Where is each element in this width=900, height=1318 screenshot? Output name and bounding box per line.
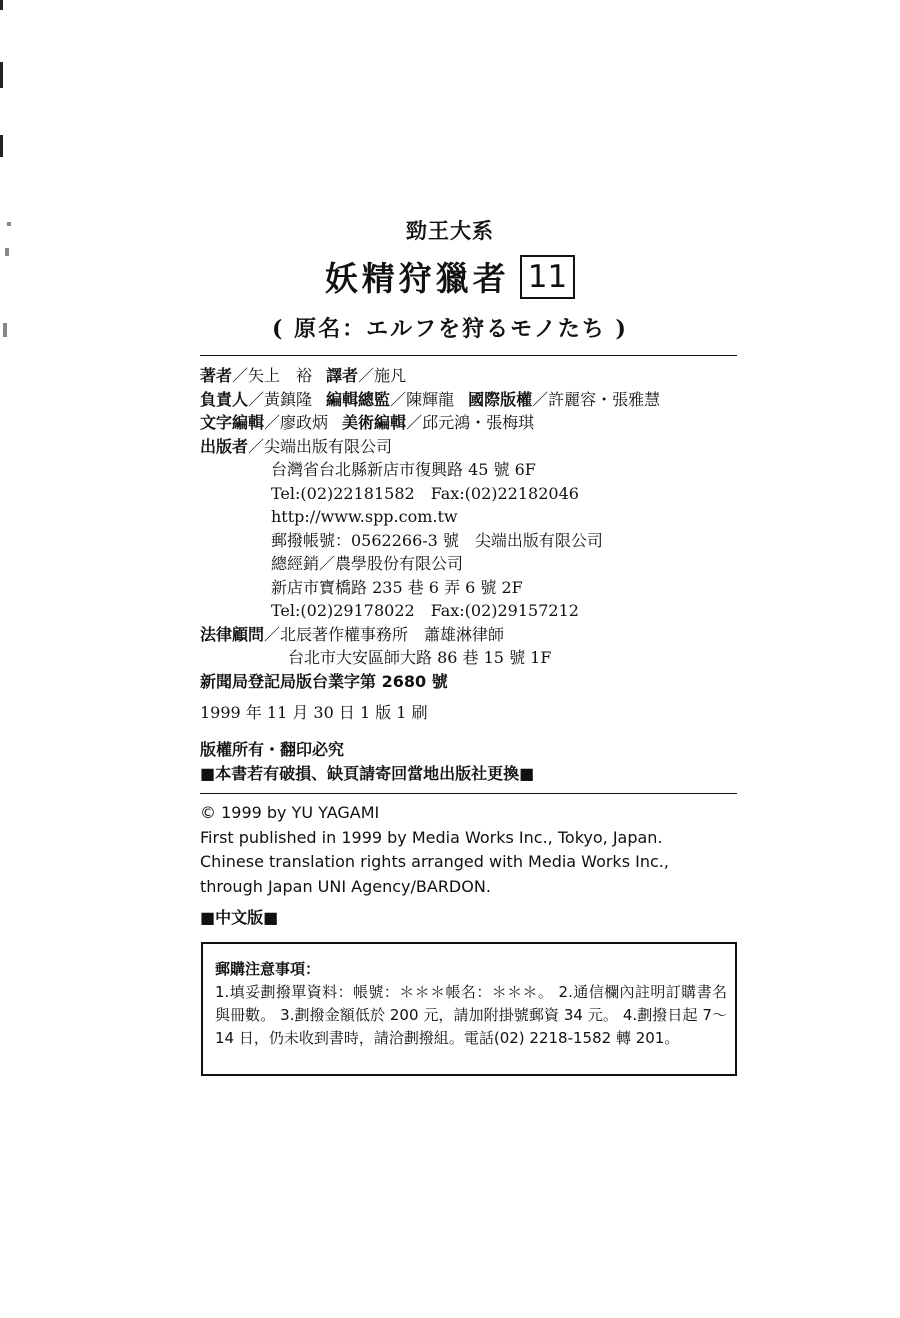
credit-row-publisher: 出版者／尖端出版有限公司 bbox=[200, 436, 393, 456]
translator-label: 譯者 bbox=[326, 366, 359, 385]
rights-notice bbox=[200, 738, 534, 786]
original-title: ( 原名：エルフを狩るモノたち ) bbox=[272, 316, 628, 342]
publisher-url: http://www.spp.com.tw bbox=[271, 507, 458, 526]
title-row bbox=[0, 253, 900, 300]
responsible-name: 黃鎮隆 bbox=[264, 389, 313, 409]
chief-editor-label: 編輯總監 bbox=[326, 389, 391, 409]
copyright-line: © 1999 by YU YAGAMI bbox=[200, 803, 380, 822]
mail-order-notice-box bbox=[201, 942, 737, 1076]
rights-line-2: ■本書若有破損、缺頁請寄回當地出版社更換■ bbox=[200, 764, 535, 783]
art-editor-names: 邱元鴻・張梅琪 bbox=[422, 413, 535, 432]
first-published-line: First published in 1999 by Media Works Inc., Tokyo, Japan. bbox=[200, 827, 663, 847]
english-copyright bbox=[200, 801, 669, 899]
credits-block bbox=[200, 364, 660, 693]
distributor: 總經銷／農學股份有限公司 bbox=[271, 554, 464, 573]
notice-heading: 郵購注意事項： bbox=[215, 960, 321, 978]
postal-account: 郵撥帳號：0562266-3 號 尖端出版有限公司 bbox=[271, 530, 603, 550]
registration-number: 新聞局登記局版台業字第 2680 號 bbox=[200, 671, 448, 691]
middle-divider bbox=[200, 793, 737, 794]
intl-rights-names: 許麗容・張雅慧 bbox=[548, 389, 661, 409]
top-divider bbox=[200, 355, 737, 356]
credit-row-management: 負責人／黃鎮隆 編輯總監／陳輝龍 國際版權／許麗容・張雅慧 bbox=[200, 389, 661, 409]
art-editor-label: 美術編輯 bbox=[342, 413, 407, 432]
agency-line: through Japan UNI Agency/BARDON. bbox=[200, 876, 491, 896]
publisher-name: 尖端出版有限公司 bbox=[264, 436, 393, 456]
author-label: 著者 bbox=[200, 366, 233, 385]
credit-row-legal: 法律顧問／北辰著作權事務所 蕭雄淋律師 bbox=[200, 624, 505, 644]
legal-address: 台北市大安區師大路 86 巷 15 號 1F bbox=[288, 648, 552, 667]
legal-name: 北辰著作權事務所 蕭雄淋律師 bbox=[280, 624, 505, 644]
translator-name: 施凡 bbox=[374, 366, 407, 385]
publisher-address: 台灣省台北縣新店市復興路 45 號 6F bbox=[271, 460, 536, 479]
volume-number: 11 bbox=[520, 255, 575, 299]
rights-line-1: 版權所有・翻印必究 bbox=[200, 740, 345, 759]
series-name: 勁王大系 bbox=[406, 218, 494, 243]
print-date: 1999 年 11 月 30 日 1 版 1 刷 bbox=[200, 703, 428, 722]
author-name: 矢上 裕 bbox=[248, 366, 313, 385]
notice-body: 1.填妥劃撥單資料：帳號：＊＊＊帳名：＊＊＊。 2.通信欄內註明訂購書名與冊數。 3.劃撥金額低於 200 元，請加附掛號郵資 34 元。 4.劃撥日起 7～14 日，仍未收到書時，請洽劃撥組。電話(02) 2218-1582 轉 201。 bbox=[215, 983, 727, 1047]
credit-row-editors: 文字編輯／廖政炳 美術編輯／邱元鴻・張梅琪 bbox=[200, 413, 535, 432]
distributor-tel-fax: Tel:(02)29178022 Fax:(02)29157212 bbox=[271, 601, 579, 620]
publisher-tel-fax: Tel:(02)22181582 Fax:(02)22182046 bbox=[271, 483, 579, 503]
legal-label: 法律顧問 bbox=[200, 624, 265, 644]
intl-rights-label: 國際版權 bbox=[468, 389, 533, 409]
text-editor-label: 文字編輯 bbox=[200, 413, 265, 432]
book-title: 妖精狩獵者 bbox=[324, 259, 510, 298]
credit-row-author: 著者／矢上 裕 譯者／施凡 bbox=[200, 366, 407, 385]
publisher-label: 出版者 bbox=[200, 436, 249, 456]
text-editor-name: 廖政炳 bbox=[280, 413, 329, 432]
translation-rights-line: Chinese translation rights arranged with Media Works Inc., bbox=[200, 852, 669, 871]
distributor-address: 新店市寶橋路 235 巷 6 弄 6 號 2F bbox=[271, 577, 523, 597]
responsible-label: 負責人 bbox=[200, 389, 249, 409]
chinese-edition-label: ■中文版■ bbox=[200, 908, 279, 927]
chief-editor-name: 陳輝龍 bbox=[406, 389, 455, 409]
